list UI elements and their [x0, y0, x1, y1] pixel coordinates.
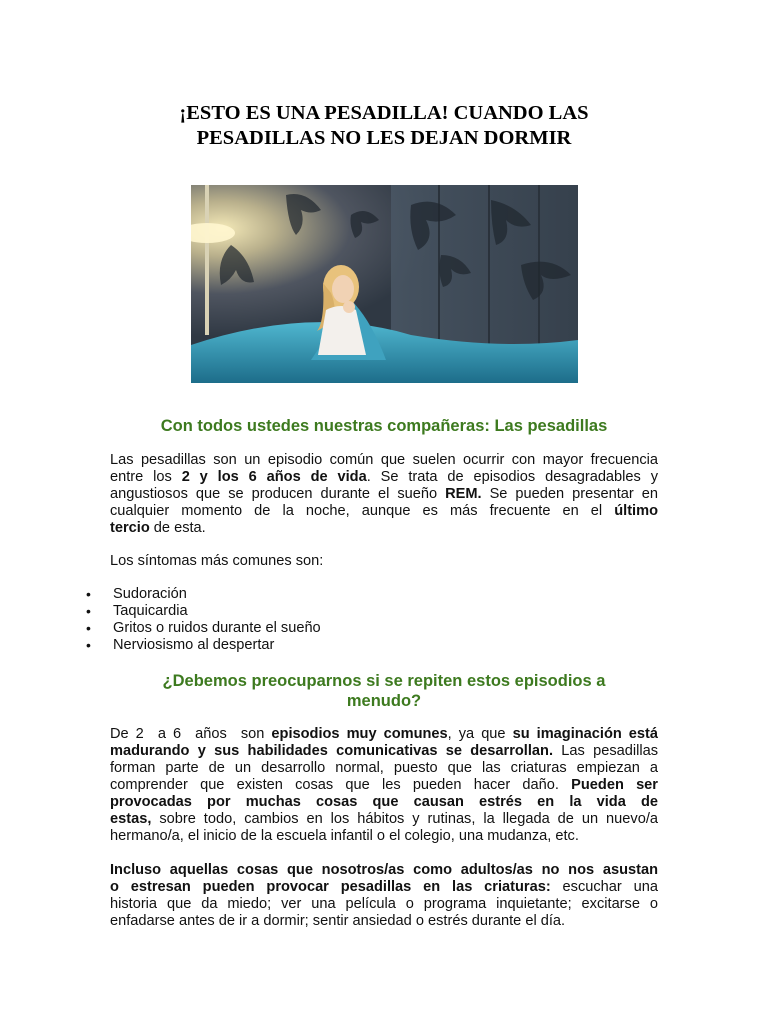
text-run: entre los [110, 469, 182, 485]
text-line [110, 879, 658, 896]
symptoms-list [86, 586, 321, 654]
text-line: enfadarse antes de ir a dormir; sentir ansiedad o estrés durante el día. [110, 913, 566, 929]
text-line [110, 469, 658, 486]
text-run: , ya que [447, 726, 513, 742]
text-run: Se pueden presentar en [481, 486, 658, 502]
text-line [110, 862, 658, 879]
title-line-2: PESADILLAS NO LES DEJAN DORMIR [196, 127, 572, 149]
paragraph-symptoms-intro: Los síntomas más comunes son: [110, 553, 324, 569]
text-run: . Se trata de episodios desagradables y [366, 469, 658, 485]
bold-run: madurando y sus habilidades comunicativas se desarrollan. [110, 743, 554, 759]
bold-run: último [614, 503, 658, 519]
text-run: de esta. [149, 520, 206, 536]
bold-run: provocadas por muchas cosas que causan estrés en la vida de [110, 794, 658, 810]
text-run: Las pesadillas [553, 743, 658, 759]
text-line: hermano/a, el inicio de la escuela infantil o el colegio, una mudanza, etc. [110, 828, 579, 844]
bold-run: episodios muy comunes [271, 726, 448, 742]
bold-run: tercio [110, 520, 150, 536]
page-title [110, 101, 658, 151]
bold-run: o estresan pueden provocar pesadillas en las criaturas: [110, 879, 551, 895]
bold-run: Pueden ser [571, 777, 658, 793]
paragraph-intro [110, 452, 658, 537]
bold-run: su imaginación está [512, 726, 659, 742]
text-run: comprender que existen cosas que les pueden hacer daño. [110, 777, 572, 793]
section-heading-preocuparnos [110, 671, 658, 711]
text-line [110, 726, 658, 743]
heading-line: ¿Debemos preocuparnos si se repiten estos episodios a [162, 672, 606, 690]
section-heading-pesadillas: Con todos ustedes nuestras compañeras: Las pesadillas [160, 417, 608, 435]
bold-run: 2 y los 6 años de vida [181, 469, 367, 485]
hero-photo [191, 185, 578, 383]
list-item: • Taquicardia [86, 603, 321, 620]
paragraph-episodes [110, 726, 658, 845]
text-run: angustiosos que se producen durante el sueño [110, 486, 446, 502]
bold-run: REM. [445, 486, 482, 502]
text-line: forman parte de un desarrollo normal, puesto que las criaturas empiezan a [110, 760, 658, 776]
text-line [110, 794, 658, 811]
heading-line: menudo? [346, 692, 422, 710]
text-line: historia que da miedo; ver una película o programa inquietante; excitarse o [110, 896, 658, 912]
bold-run: Incluso aquellas cosas que nosotros/as como adultos/as no nos asustan [110, 862, 658, 878]
text-run: sobre todo, cambios en los hábitos y rutinas, la llegada de un nuevo/a [151, 811, 658, 827]
bold-run: estas, [110, 811, 152, 827]
text-run: escuchar una [550, 879, 658, 895]
text-line [110, 486, 658, 503]
title-line-1: ¡ESTO ES UNA PESADILLA! CUANDO LAS [179, 102, 589, 124]
text-line [110, 777, 658, 794]
text-line [110, 503, 658, 520]
paragraph-causes [110, 862, 658, 930]
list-item: • Nerviosismo al despertar [86, 637, 321, 654]
text-line [110, 520, 658, 537]
text-run: cualquier momento de la noche, aunque es más frecuente en el [110, 503, 615, 519]
text-run: De 2 a 6 años son [110, 726, 272, 742]
text-line [110, 811, 658, 828]
text-line [110, 743, 658, 760]
list-item: • Sudoración [86, 586, 321, 603]
text-line: Las pesadillas son un episodio común que suelen ocurrir con mayor frecuencia [110, 452, 658, 468]
list-item: • Gritos o ruidos durante el sueño [86, 620, 321, 637]
